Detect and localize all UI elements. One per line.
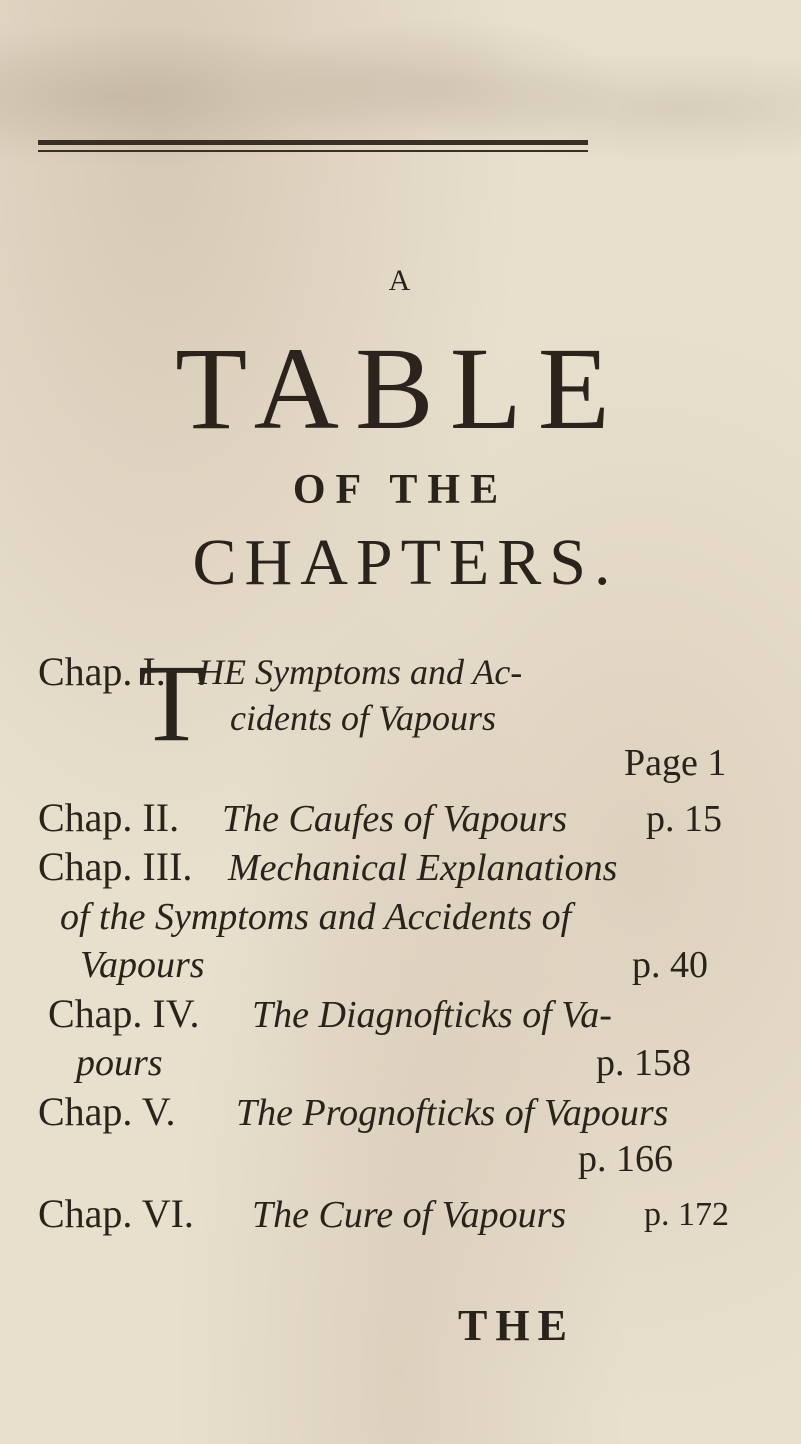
page-title: TABLE — [175, 323, 626, 454]
chapter-title: Vapours — [80, 944, 205, 986]
chapter-label: Chap. I. — [38, 649, 166, 694]
bleed-through-texture — [0, 0, 801, 240]
chapter-label: Chap. II. — [38, 795, 180, 840]
page-number: Page 1 — [624, 742, 727, 784]
heading-a: A — [388, 264, 413, 297]
chapter-title: The Cure of Vapours — [252, 1194, 567, 1236]
chapter-title: cidents of Vapours — [230, 698, 496, 738]
chapter-title: The Caufes of Vapours — [222, 798, 568, 840]
chapter-title: of the Symptoms and Accidents of — [60, 896, 572, 938]
page-number: p. 40 — [632, 944, 708, 986]
chapter-label: Chap. V. — [38, 1089, 176, 1134]
drop-cap: T — [138, 642, 206, 764]
decorative-rule-thick — [38, 140, 588, 145]
page-number: p. 158 — [596, 1042, 691, 1084]
page-number: p. 172 — [644, 1196, 729, 1233]
chapter-title: Mechanical Explanations — [228, 847, 618, 889]
chapter-title: The Prognofticks of Vapours — [236, 1092, 669, 1134]
chapter-label: Chap. IV. — [48, 991, 200, 1036]
decorative-rule-thin — [38, 150, 588, 152]
heading-of-the: OF THE — [292, 467, 509, 513]
chapter-title: The Diagnofticks of Va- — [252, 994, 612, 1036]
chapter-label: Chap. VI. — [38, 1191, 194, 1236]
chapter-title: HE Symptoms and Ac- — [198, 652, 523, 692]
catchword: THE — [458, 1301, 575, 1350]
heading-chapters: CHAPTERS. — [192, 526, 619, 599]
chapter-title: pours — [76, 1042, 163, 1084]
page-number: p. 15 — [646, 798, 722, 840]
page-number: p. 166 — [578, 1138, 673, 1180]
chapter-label: Chap. III. — [38, 844, 193, 889]
